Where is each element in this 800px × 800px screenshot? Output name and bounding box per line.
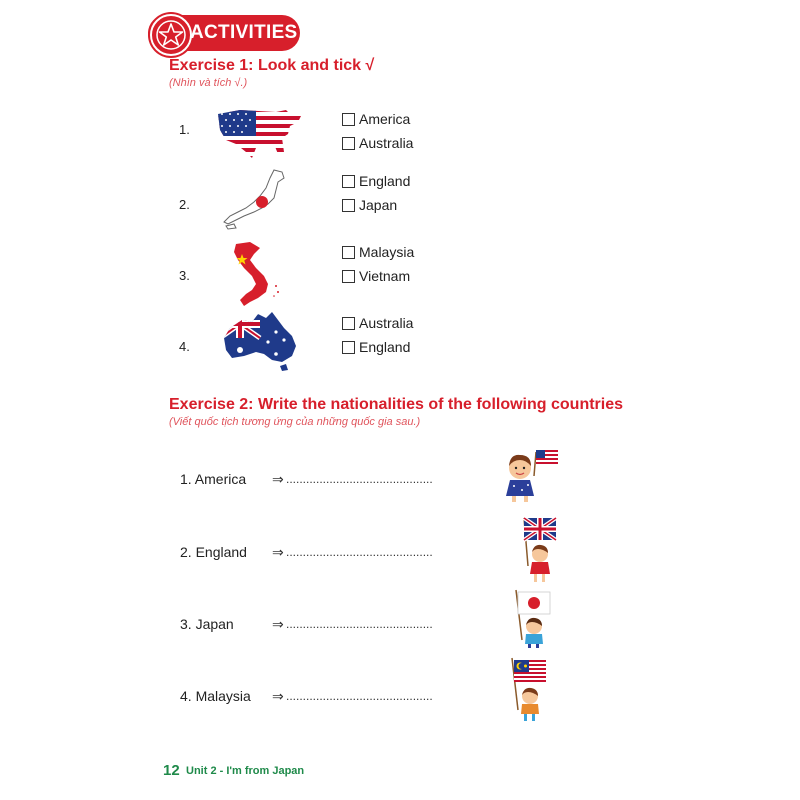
australia-flag-map-icon bbox=[220, 310, 298, 377]
checkbox-icon[interactable] bbox=[342, 175, 355, 188]
nationality-country-label: 3. Japan bbox=[180, 616, 234, 632]
option-checkbox[interactable] bbox=[342, 339, 410, 355]
star-badge-icon bbox=[150, 14, 192, 56]
nationality-country-label: 2. England bbox=[180, 544, 247, 560]
option-checkbox[interactable] bbox=[342, 244, 414, 260]
vietnam-flag-map-icon bbox=[232, 240, 284, 313]
us-flag-child-icon bbox=[500, 446, 562, 509]
ex1-number: 1. bbox=[179, 122, 190, 137]
option-checkbox[interactable] bbox=[342, 173, 410, 189]
ex1-number: 3. bbox=[179, 268, 190, 283]
checkbox-icon[interactable] bbox=[342, 113, 355, 126]
usa-flag-map-icon bbox=[216, 108, 304, 165]
checkbox-icon[interactable] bbox=[342, 317, 355, 330]
option-label: America bbox=[359, 111, 411, 127]
option-label: Vietnam bbox=[359, 268, 411, 284]
option-label: England bbox=[359, 339, 411, 355]
option-checkbox[interactable] bbox=[342, 111, 410, 127]
unit-title: Unit 2 - I'm from Japan bbox=[186, 765, 305, 777]
checkbox-icon[interactable] bbox=[342, 199, 355, 212]
nationality-country-label: 1. America bbox=[180, 471, 247, 487]
option-checkbox[interactable] bbox=[342, 315, 413, 331]
arrow-icon: ⇒ bbox=[272, 688, 284, 704]
checkbox-icon[interactable] bbox=[342, 270, 355, 283]
ex1-number: 2. bbox=[179, 197, 190, 212]
answer-blank[interactable]: ............................................ bbox=[286, 689, 433, 703]
option-label: Australia bbox=[359, 135, 414, 151]
arrow-icon: ⇒ bbox=[272, 544, 284, 560]
checkbox-icon[interactable] bbox=[342, 246, 355, 259]
uk-flag-child-icon bbox=[516, 514, 560, 589]
answer-blank[interactable]: ............................................ bbox=[286, 472, 433, 486]
arrow-icon: ⇒ bbox=[272, 616, 284, 632]
exercise2-subtitle: (Viết quốc tịch tương ứng của những quốc gia sau.) bbox=[169, 416, 421, 428]
option-label: Malaysia bbox=[359, 244, 415, 260]
checkbox-icon[interactable] bbox=[342, 137, 355, 150]
malaysia-flag-child-icon bbox=[506, 656, 550, 727]
exercise2-title: Exercise 2: Write the nationalities of the following countries bbox=[169, 396, 624, 413]
option-label: Australia bbox=[359, 315, 414, 331]
option-label: England bbox=[359, 173, 411, 189]
exercise1-subtitle: (Nhìn và tích √.) bbox=[169, 77, 248, 89]
answer-blank[interactable]: ............................................ bbox=[286, 617, 433, 631]
arrow-icon: ⇒ bbox=[272, 471, 284, 487]
nationality-country-label: 4. Malaysia bbox=[180, 688, 251, 704]
exercise1-title: Exercise 1: Look and tick √ bbox=[169, 57, 375, 74]
option-label: Japan bbox=[359, 197, 398, 213]
option-checkbox[interactable] bbox=[342, 268, 410, 284]
answer-blank[interactable]: ............................................ bbox=[286, 545, 433, 559]
japan-flag-map-icon bbox=[222, 168, 292, 235]
japan-flag-child-icon bbox=[510, 588, 554, 653]
activities-title: ACTIVITIES bbox=[190, 22, 298, 43]
page-number: 12 bbox=[163, 762, 180, 779]
option-checkbox[interactable] bbox=[342, 135, 413, 151]
ex1-number: 4. bbox=[179, 339, 190, 354]
checkbox-icon[interactable] bbox=[342, 341, 355, 354]
option-checkbox[interactable] bbox=[342, 197, 397, 213]
